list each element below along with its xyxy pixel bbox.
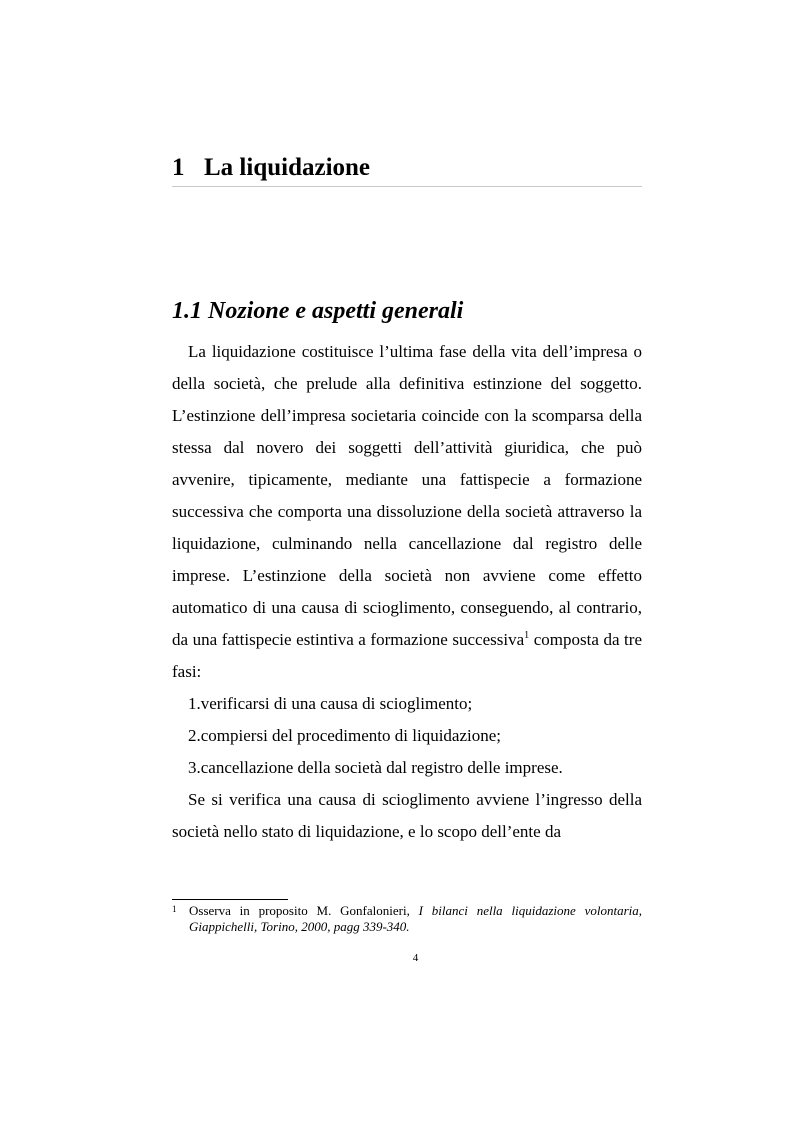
paragraph-1-text-end: composta da tre fasi: — [172, 630, 642, 681]
list-item: 2.compiersi del procedimento di liquidazione; — [188, 726, 501, 745]
chapter-number: 1 — [172, 154, 185, 181]
footnote — [172, 903, 642, 935]
body-text — [172, 336, 642, 848]
footnote-mark: 1 — [172, 904, 177, 914]
chapter-title — [172, 150, 642, 187]
footnote-divider — [172, 899, 288, 900]
footnote-text-italic: I bilanci nella liquidazione volontaria, Giappichelli, Torino, 2000, pagg 339-340. — [189, 903, 642, 934]
paragraph-2: Se si verifica una causa di scioglimento avviene l’ingresso della società nello stato di liquidazione, e lo scopo dell’ente da — [172, 790, 642, 841]
footnote-text — [189, 903, 642, 935]
paragraph-1 — [172, 336, 642, 688]
page-number: 4 — [412, 952, 419, 964]
chapter-title-text: La liquidazione — [204, 154, 371, 181]
footnote-reference: 1 — [524, 630, 530, 641]
section-title: 1.1 Nozione e aspetti generali — [172, 298, 464, 324]
list-item: 3.cancellazione della società dal registro delle imprese. — [188, 758, 563, 777]
paragraph-1-text: La liquidazione costituisce l’ultima fase della vita dell’impresa o della società, che prelude alla definitiva estinzione del soggetto. L’estinzione dell’impresa societaria coincide con la scomparsa della stessa dal novero dei soggetti dell’attività giuridica, che può avvenire, tipicamente, mediante una fattispecie a formazione successiva che comporta una dissoluzione della società attraverso la liquidazione, culminando nella cancellazione dal registro delle imprese. L’estinzione della società non avviene come effetto automatico di una causa di scioglimento, conseguendo, al contrario, da una fattispecie estintiva a formazione successiva — [172, 342, 642, 649]
footnote-text-plain: Osserva in proposito M. Gonfalonieri, — [189, 903, 419, 918]
list-item: 1.verificarsi di una causa di scioglimento; — [188, 694, 473, 713]
